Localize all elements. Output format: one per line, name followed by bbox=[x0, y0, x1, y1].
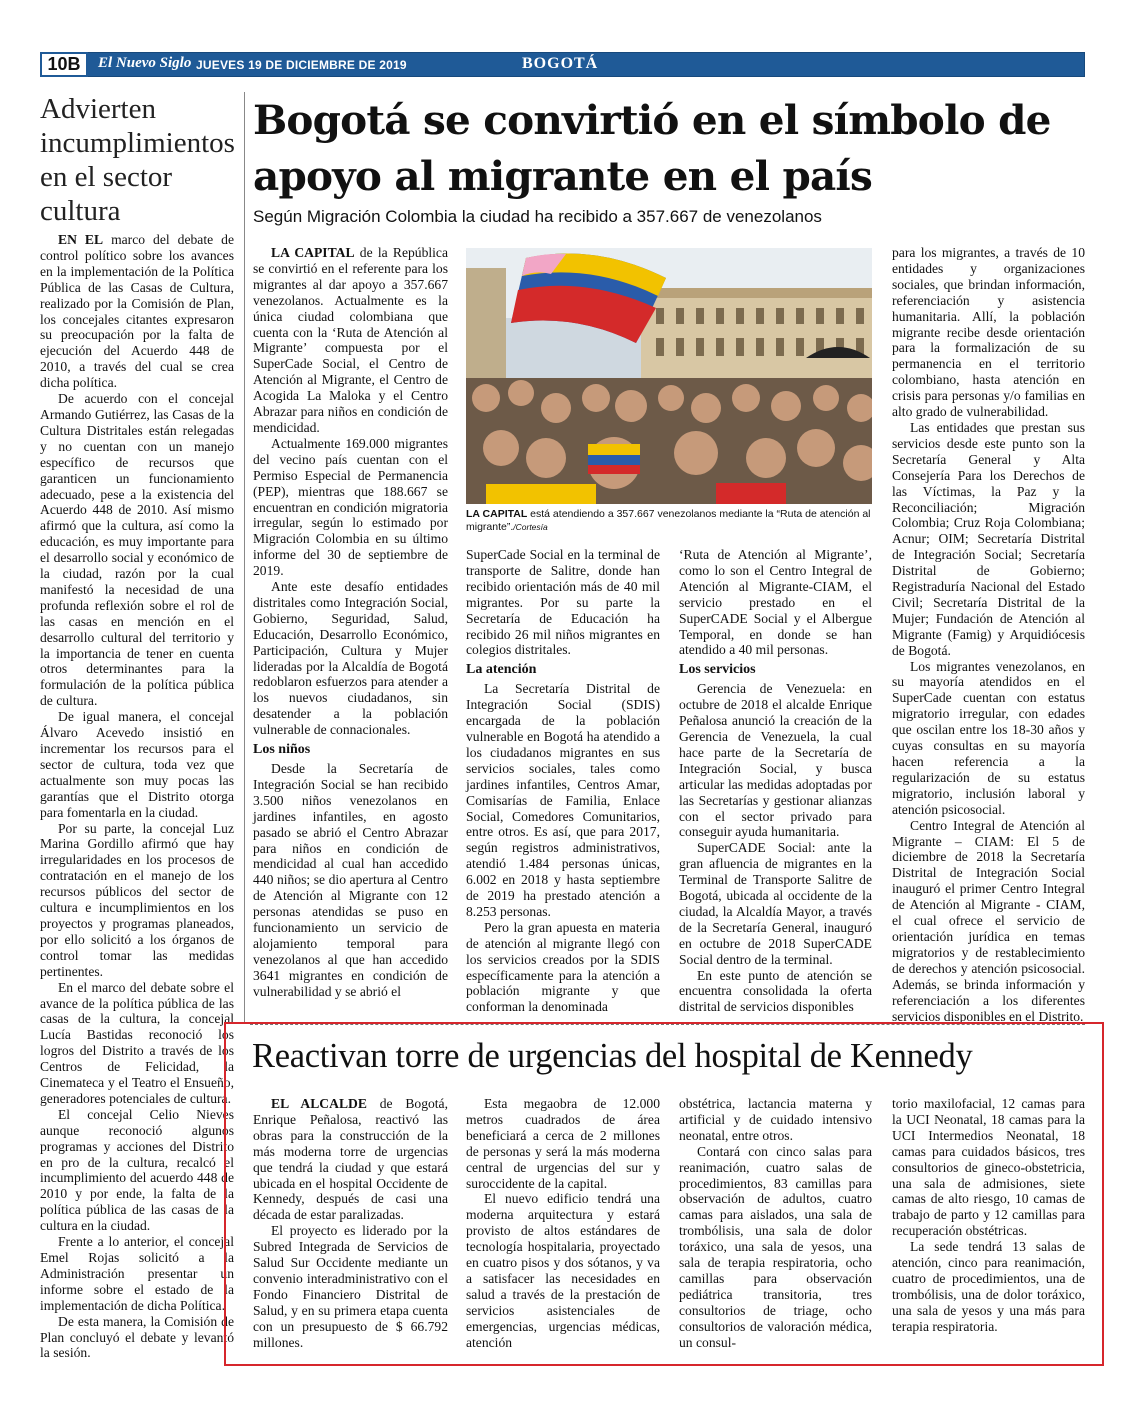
side-article-body bbox=[40, 232, 234, 1361]
main-article-paragraph: SuperCade Social en la terminal de transporte de Salitre, donde han recibido orientación más de 40 mil migrantes. Por su parte la Secretaría de Educación ha recibido 26 mil niños migrantes en colegios distritales. bbox=[466, 547, 660, 658]
side-article-paragraph: El concejal Celio Nieves aunque reconoció algunos programas y acciones del Distrito en pro de la cultura, recalcó el incumplimiento del acuerdo 448 de 2010 y por ende, la falta de la política pública de las casas de la cultura en la ciudad. bbox=[40, 1106, 234, 1234]
caption-lead: LA CAPITAL bbox=[466, 508, 528, 520]
main-article-paragraph: En este punto de atención se encuentra consolidada la oferta distrital de servicios disponibles bbox=[679, 967, 872, 1015]
boxed-article-paragraph: EL ALCALDE de Bogotá, Enrique Peñalosa, reactivó las obras para la construcción de la más moderna torre de urgencias que tendrá la ciudad y que estará ubicada en el hospital Occidente de Kennedy, después de casi una década de estar paralizadas. bbox=[253, 1096, 448, 1223]
main-article-paragraph: Las entidades que prestan sus servicios desde este punto son la Secretaría General y Alta Consejería Para los Derechos de las Víctimas, la Paz y la Reconciliación; Migración Colombia; Cruz Roja Colombiana; Acnur; OIM; Secretaría Distrital de Integración Social; Secretaría Distrital de Gobierno; Registraduría Nacional del Estado Civil; Secretaría Distrital de la Mujer; Fundación de Atención al Migrante (Famig) y Arquidiócesis de Bogotá. bbox=[892, 419, 1085, 658]
boxed-article-paragraph: obstétrica, lactancia materna y artificial y de cuidado intensivo neonatal, entre otros. bbox=[679, 1096, 872, 1143]
issue-date: JUEVES 19 DE DICIEMBRE DE 2019 bbox=[196, 58, 407, 72]
main-article-paragraph: Gerencia de Venezuela: en octubre de 2018 el alcalde Enrique Peñalosa anunció la creación de la Gerencia de Venezuela, la cual hace parte de la Secretaría de Integración Social, y busca articular las medidas adoptadas por las Secretarías y gestionar alianzas con el sector privado para conseguir ayuda humanitaria. bbox=[679, 681, 872, 840]
subhead-servicios: Los servicios bbox=[679, 662, 756, 678]
main-article-subtitle: Según Migración Colombia la ciudad ha recibido a 357.667 de venezolanos bbox=[253, 207, 822, 226]
main-article-paragraph: ‘Ruta de Atención al Migrante’, como lo son el Centro Integral de Atención al Migrante-CIAM, el servicio prestado en el SuperCADE Social y el Albergue Temporal, en donde se han atendido a 40 mil personas. bbox=[679, 547, 872, 658]
main-article-column-4 bbox=[892, 245, 1085, 1024]
side-article-paragraph: De igual manera, el concejal Álvaro Acevedo insistió en incrementar los recursos para el sector de cultura, toda vez que actualmente son muy pocas las garantías que el Distrito otorga para fomentarla en la ciudad. bbox=[40, 709, 234, 820]
main-article-paragraph: Ante este desafío entidades distritales como Integración Social, Gobierno, Seguridad, Salud, Educación, Desarrollo Económico, Participación, Cultura y Mujer lideradas por la Alcaldía de Bogotá redoblaron esfuerzos para atender a los nuevos ciudadanos, sin desatender a la población vulnerable de connacionales. bbox=[253, 579, 448, 738]
migrants-photo bbox=[466, 248, 872, 504]
side-article-paragraph: De acuerdo con el concejal Armando Gutiérrez, las Casas de la Cultura Distritales están relegadas y no cuentan con un manejo específico de recursos que garanticen un funcionamiento adecuado, pese a la existencia del Acuerdo 448 de 2010. Así mismo afirmó que la cultura, así como la educación, es muy importante para el desarrollo social y económico de la ciudad, razón por la cual manifestó la necesidad de una profunda reflexión sobre el rol de las casas en mención en el desarrollo cultural del territorio y la importancia de tener en cuenta otros determinantes para la formulación de la política pública de cultura. bbox=[40, 391, 234, 709]
boxed-article-title: Reactivan torre de urgencias del hospital de Kennedy bbox=[252, 1037, 973, 1075]
main-article-paragraph: LA CAPITAL de la República se convirtió en el referente para los migrantes al dar apoyo a 357.667 venezolanos. Actualmente es la única ciudad colombiana que cuenta con la ‘Ruta de Atención al Migrante’ compuesta por el SuperCade Social, el Centro de Atención al Migrante, el Centro de Acogida La Maloka y el Centro Abrazar para niños en condición de mendicidad. bbox=[253, 245, 449, 435]
main-article-paragraph: Desde la Secretaría de Integración Social se han recibido 3.500 niños venezolanos en jardines infantiles, en agosto pasado se abrió el Centro Abrazar para niños en condición de mendicidad al cual han accedido 440 niños; se dio apertura al Centro de Atención al Migrante con 12 personas atendidas se puso en funcionamiento un servicio de alojamiento temporal para venezolanos al que han accedido 3641 migrantes en condición de vulnerabilidad y se abrió el bbox=[253, 761, 448, 999]
boxed-article-lead: EL ALCALDE bbox=[271, 1096, 367, 1111]
side-article-paragraph: Por su parte, la concejal Luz Marina Gordillo afirmó que hay irregularidades en los procesos de contratación en el manejo de los recursos públicos del sector de cultura e incumplimientos en los proyectos y programas planeados, por ello solicitó a los órganos de control tomar las medidas pertinentes. bbox=[40, 820, 234, 979]
side-article-title: Advierten incumplimientos en el sector cultura bbox=[40, 93, 235, 227]
boxed-article-column-2 bbox=[466, 1096, 660, 1351]
side-article-paragraph: Frente a lo anterior, el concejal Emel Rojas solicitó a la Administración presentar un informe sobre el estado de la implementación de dicha Política. bbox=[40, 1234, 234, 1313]
masthead: El Nuevo Siglo bbox=[98, 55, 192, 71]
main-article-paragraph: Actualmente 169.000 migrantes del vecino país cuentan con el Permiso Especial de Permanencia (PEP), mientras que 188.667 se encuentran en condición migratoria irregular, según lo estimado por Migración Colombia en su último informe del 30 de septiembre de 2019. bbox=[253, 435, 448, 579]
boxed-article-paragraph: El proyecto es liderado por la Subred Integrada de Servicios de Salud Sur Occidente mediante un convenio interadministrativo con el Fondo Financiero Distrital de Salud, y en su primera etapa cuenta con un presupuesto de $ 66.792 millones. bbox=[253, 1223, 448, 1350]
page-number: 10B bbox=[40, 52, 88, 77]
boxed-article-column-3 bbox=[679, 1096, 872, 1351]
side-article-paragraph: EN EL marco del debate de control político sobre los avances en la implementación de la Política Pública de las Casas de Cultura, realizado por la Comisión de Plan, los concejales citantes expresaron su preocupación por la falta de ejecución del Acuerdo 448 de 2010, a través del cual se crea dicha política. bbox=[40, 232, 235, 391]
boxed-article-column-1 bbox=[253, 1096, 448, 1351]
subhead-ninos: Los niños bbox=[253, 742, 311, 758]
main-article-lead: LA CAPITAL bbox=[271, 245, 355, 260]
main-article-paragraph: Los migrantes venezolanos, en su mayoría atendidos en el SuperCade cuentan con estatus migratorio irregular, con edades que oscilan entre los 18-30 años y cuyas consultas en su mayoría hacen referencia a la regularización de su estatus migratorio, inclusión laboral y atención psicosocial. bbox=[892, 658, 1085, 817]
column-divider bbox=[244, 92, 245, 1022]
section-name: BOGOTÁ bbox=[522, 55, 599, 72]
main-article-title: Bogotá se convirtió en el símbolo de apoyo al migrante en el país bbox=[253, 96, 1051, 200]
main-article-paragraph: SuperCADE Social: ante la gran afluencia de migrantes en la Terminal de Transporte Salitre de Bogotá, ubicada al occidente de la ciudad, la Alcaldía Mayor, a través de la Secretaría General, inauguró en octubre de 2018 SuperCADE Social dentro de la terminal. bbox=[679, 840, 872, 967]
main-article-column-2 bbox=[466, 547, 660, 1015]
boxed-article-paragraph: La sede tendrá 13 salas de atención, cinco para reanimación, cuatro de procedimientos, una de trombólisis, una de dolor toráxico, una sala de yesos y una más para terapia respiratoria. bbox=[892, 1239, 1085, 1334]
photo-caption: LA CAPITAL está atendiendo a 357.667 venezolanos mediante la “Ruta de atención al migrante”./Cortesía bbox=[466, 508, 871, 533]
side-article-paragraph: De esta manera, la Comisión de Plan concluyó el debate y levantó la sesión. bbox=[40, 1313, 234, 1361]
boxed-article-paragraph: Esta megaobra de 12.000 metros cuadrados de área beneficiará a cerca de 2 millones de personas y será la más moderna central de urgencias del sur y suroccidente de la capital. bbox=[466, 1096, 660, 1191]
photo-credit: /Cortesía bbox=[513, 522, 548, 532]
crowd-photo-illustration bbox=[466, 248, 872, 504]
subhead-atencion: La atención bbox=[466, 662, 537, 678]
boxed-article-paragraph: torio maxilofacial, 12 camas para la UCI Neonatal, 18 camas para la UCI Intermedios Neonatal, 18 camas para cuidados básicos, tres consultorios de gineco-obstetricia, una sala de admisiones, siete camas de alto riesgo, 10 camas de trabajo de parto y 12 camillas para recuperación obstétricas. bbox=[892, 1096, 1085, 1239]
side-article-paragraph: En el marco del debate sobre el avance de la política pública de las casas de la cultura, la concejal Lucía Bastidas reconoció los logros del Distrito a través de los Centros de Felicidad, la Cinemateca y el Teatro el Ensueño, generadores potenciales de cultura. bbox=[40, 979, 234, 1106]
boxed-article-paragraph: Contará con cinco salas para reanimación, cuatro salas de procedimientos, 83 camillas para observación de adultos, cuatro camas para aislados, una sala de trombólisis, una sala de dolor toráxico, una sala de yesos, una sala de terapia respiratoria, ocho camillas para observación pediátrica transitoria, tres consultorios de triage, ocho consultorios de valoración médica, un consul- bbox=[679, 1143, 872, 1350]
main-article-paragraph: La Secretaría Distrital de Integración Social (SDIS) encargada de la población vulnerable en Bogotá ha atendido a los ciudadanos migrantes en sus servicios sociales, tales como jardines infantiles, Centros Amar, Comisarías de Familia, Enlace Social, Comedores Comunitarios, entre otros. Es así, que para 2017, según registros administrativos, atendió 1.484 personas únicas, 6.002 en 2018 y hasta septiembre de 2019 ha prestado atención a 8.253 personas. bbox=[466, 681, 660, 919]
main-article-paragraph: Centro Integral de Atención al Migrante – CIAM: El 5 de diciembre de 2018 la Secretaría Distrital de Integración Social inauguró el primer Centro Integral de Atención al Migrante - CIAM, el cual ofrece el servicio de orientación jurídica en temas migratorios y de restablecimiento de derechos y atención psicosocial. Además, se brinda información y referenciación a los diferentes servicios disponibles en el Distrito. bbox=[892, 817, 1085, 1024]
main-article-paragraph: para los migrantes, a través de 10 entidades y organizaciones sociales, que brindan información, referenciación y asistencia humanitaria. Allí, la población migrante recibe desde orientación para la formalización de su permanencia en el territorio colombiano, hasta atención en crisis para personas y/o familias en alto grado de vulnerabilidad. bbox=[892, 245, 1085, 420]
main-article-paragraph: Pero la gran apuesta en materia de atención al migrante llegó con los servicios creados por la SDIS específicamente para la atención a población migrante y que conforman la denominada bbox=[466, 919, 660, 1015]
main-article-column-1 bbox=[253, 245, 448, 1000]
main-article-column-3 bbox=[679, 547, 872, 1015]
side-article-lead: EN EL bbox=[58, 232, 104, 247]
boxed-article-column-4 bbox=[892, 1096, 1085, 1335]
boxed-article-paragraph: El nuevo edificio tendrá una moderna arquitectura y estará provisto de altos estándares de tecnología hospitalaria, proyectado en cuatro pisos y dos sótanos, y va a satisfacer las necesidades en salud a través de la prestación de servicios asistenciales de emergencias, urgencias médicas, atención bbox=[466, 1191, 660, 1350]
